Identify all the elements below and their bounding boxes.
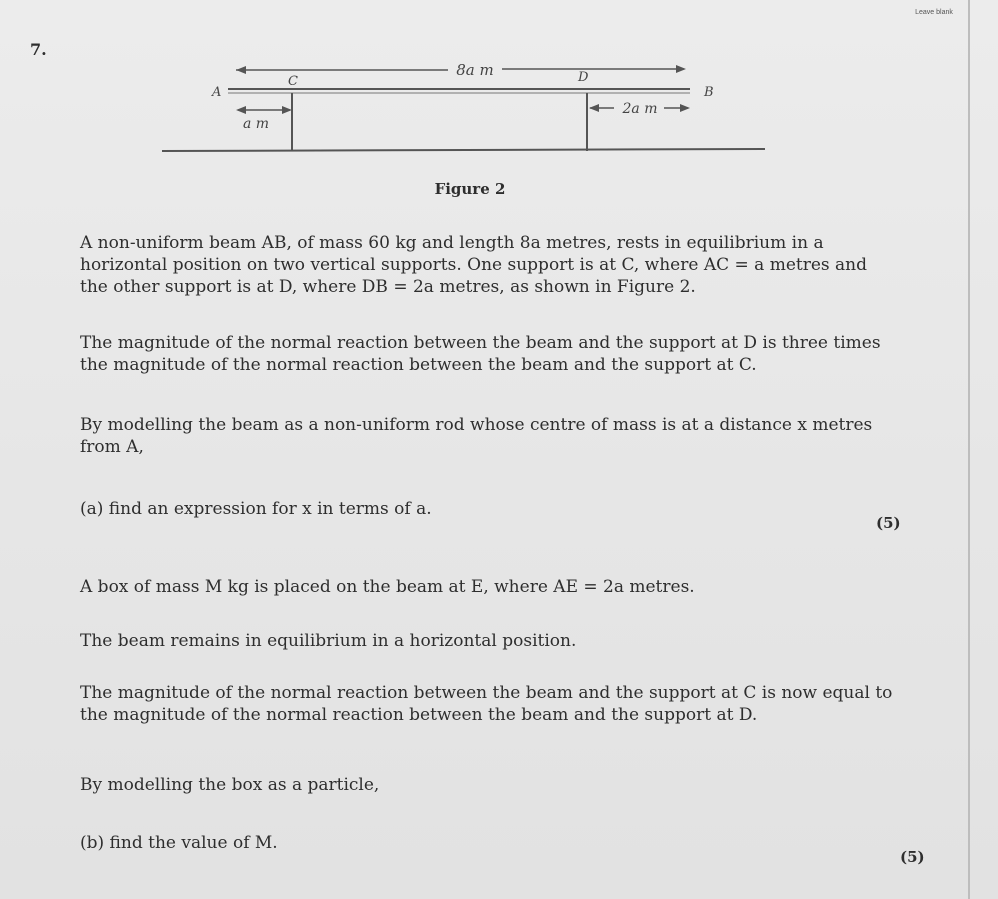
beam-figure bbox=[0, 0, 998, 200]
paragraph-equal-reactions: The magnitude of the normal reaction between the beam and the support at C is now equal to the magnitude of the normal reaction between the beam and the support at D. bbox=[80, 683, 893, 725]
paragraph-model-box: By modelling the box as a particle, bbox=[80, 775, 380, 795]
dim-ac-label: a m bbox=[242, 116, 270, 132]
paragraph-box-placed: A box of mass M kg is placed on the beam at E, where AE = 2a metres. bbox=[80, 577, 695, 597]
paragraph-model-rod: By modelling the beam as a non-uniform rod whose centre of mass is at a distance x metres from A, bbox=[80, 415, 873, 457]
dim-total-label: 8a m bbox=[456, 61, 494, 79]
paragraph-beam-setup: A non-uniform beam AB, of mass 60 kg and length 8a metres, rests in equilibrium in a horizontal position on two vertical supports. One support is at C, where AC = a metres and the other support is at D, where DB = 2a metres, as shown in Figure 2. bbox=[80, 233, 868, 297]
dim-db-label: 2a m bbox=[622, 101, 658, 117]
question-number: 7. bbox=[30, 40, 47, 59]
point-b-label: B bbox=[704, 85, 714, 100]
part-a-question: (a) find an expression for x in terms of a. bbox=[80, 499, 432, 519]
figure-caption: Figure 2 bbox=[434, 180, 506, 198]
point-d-label: D bbox=[578, 70, 589, 85]
paragraph-equilibrium: The beam remains in equilibrium in a horizontal position. bbox=[80, 631, 577, 651]
point-c-label: C bbox=[288, 74, 298, 89]
part-b-question: (b) find the value of M. bbox=[80, 833, 278, 853]
paragraph-reaction-ratio: The magnitude of the normal reaction between the beam and the support at D is three times the magnitude of the normal reaction between the beam and the support at C. bbox=[80, 333, 881, 375]
part-b-marks: (5) bbox=[900, 848, 925, 866]
point-a-label: A bbox=[212, 85, 222, 100]
ground-line bbox=[162, 149, 765, 151]
part-a-marks: (5) bbox=[876, 514, 901, 532]
leave-blank-label: Leave blank bbox=[915, 9, 953, 16]
